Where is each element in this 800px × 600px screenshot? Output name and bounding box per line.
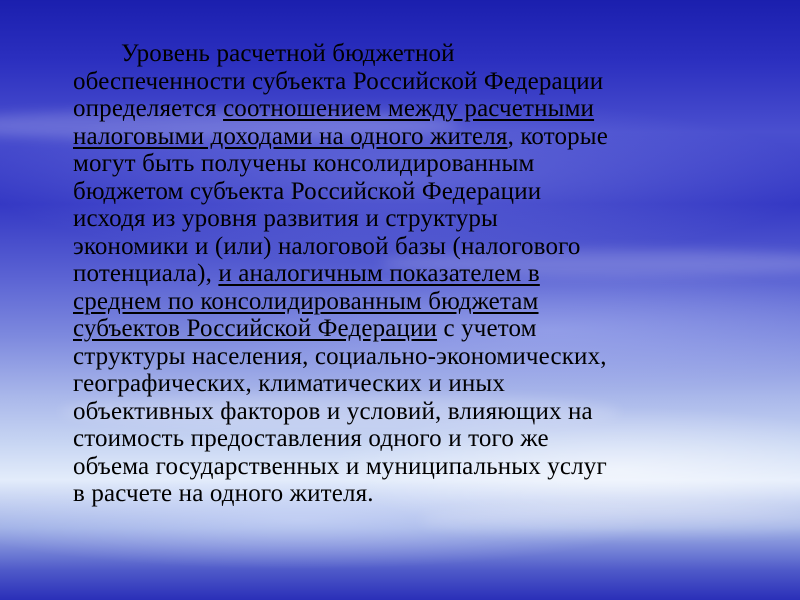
text-segment: потенциала), (73, 260, 219, 287)
text-segment: в расчете на одного жителя. (73, 480, 374, 507)
text-line (73, 178, 741, 206)
text-segment: географических, климатических и иных (73, 370, 506, 397)
text-segment: объективных факторов и условий, влияющих на (73, 397, 593, 425)
text-segment: бюджетом субъекта Российской Федерации (73, 177, 542, 205)
text-segment: экономики и (или) налоговой базы (налогового (73, 232, 581, 260)
text-segment: определяется (73, 95, 224, 122)
text-line (73, 315, 741, 343)
text-line (73, 343, 741, 371)
text-line (73, 68, 741, 96)
text-line (73, 95, 741, 123)
underlined-phrase: среднем по консолидированным бюджетам (73, 287, 539, 315)
text-segment: , которые (507, 122, 608, 150)
slide-body-text (73, 40, 741, 508)
text-segment: обеспеченности субъекта Российской Федерации (73, 67, 604, 95)
text-line (73, 370, 741, 398)
text-line (73, 123, 741, 151)
text-line (73, 40, 741, 68)
underlined-phrase: и аналогичным показателем в (218, 260, 540, 287)
text-line (73, 453, 741, 481)
underlined-phrase: соотношением между расчетными (223, 95, 595, 122)
text-line (73, 288, 741, 316)
text-line (73, 398, 741, 426)
text-segment: исходя из уровня развития и структуры (73, 205, 498, 232)
text-segment: Уровень расчетной бюджетной (121, 40, 455, 67)
text-line (73, 260, 741, 288)
text-segment: объема государственных и муниципальных услуг (73, 452, 607, 480)
underlined-phrase: субъектов Российской Федерации (73, 315, 438, 342)
text-segment: могут быть получены консолидированным (73, 150, 535, 177)
text-segment: структуры населения, социально-экономических, (73, 342, 607, 370)
background-cloud-streak (420, 505, 800, 535)
text-line (73, 233, 741, 261)
text-segment: с учетом (437, 315, 537, 342)
underlined-phrase: налоговыми доходами на одного жителя (73, 122, 508, 150)
text-segment: стоимость предоставления одного и того же (73, 425, 549, 452)
text-line (73, 205, 741, 233)
text-line (73, 480, 741, 508)
text-line (73, 425, 741, 453)
text-line (73, 150, 741, 178)
